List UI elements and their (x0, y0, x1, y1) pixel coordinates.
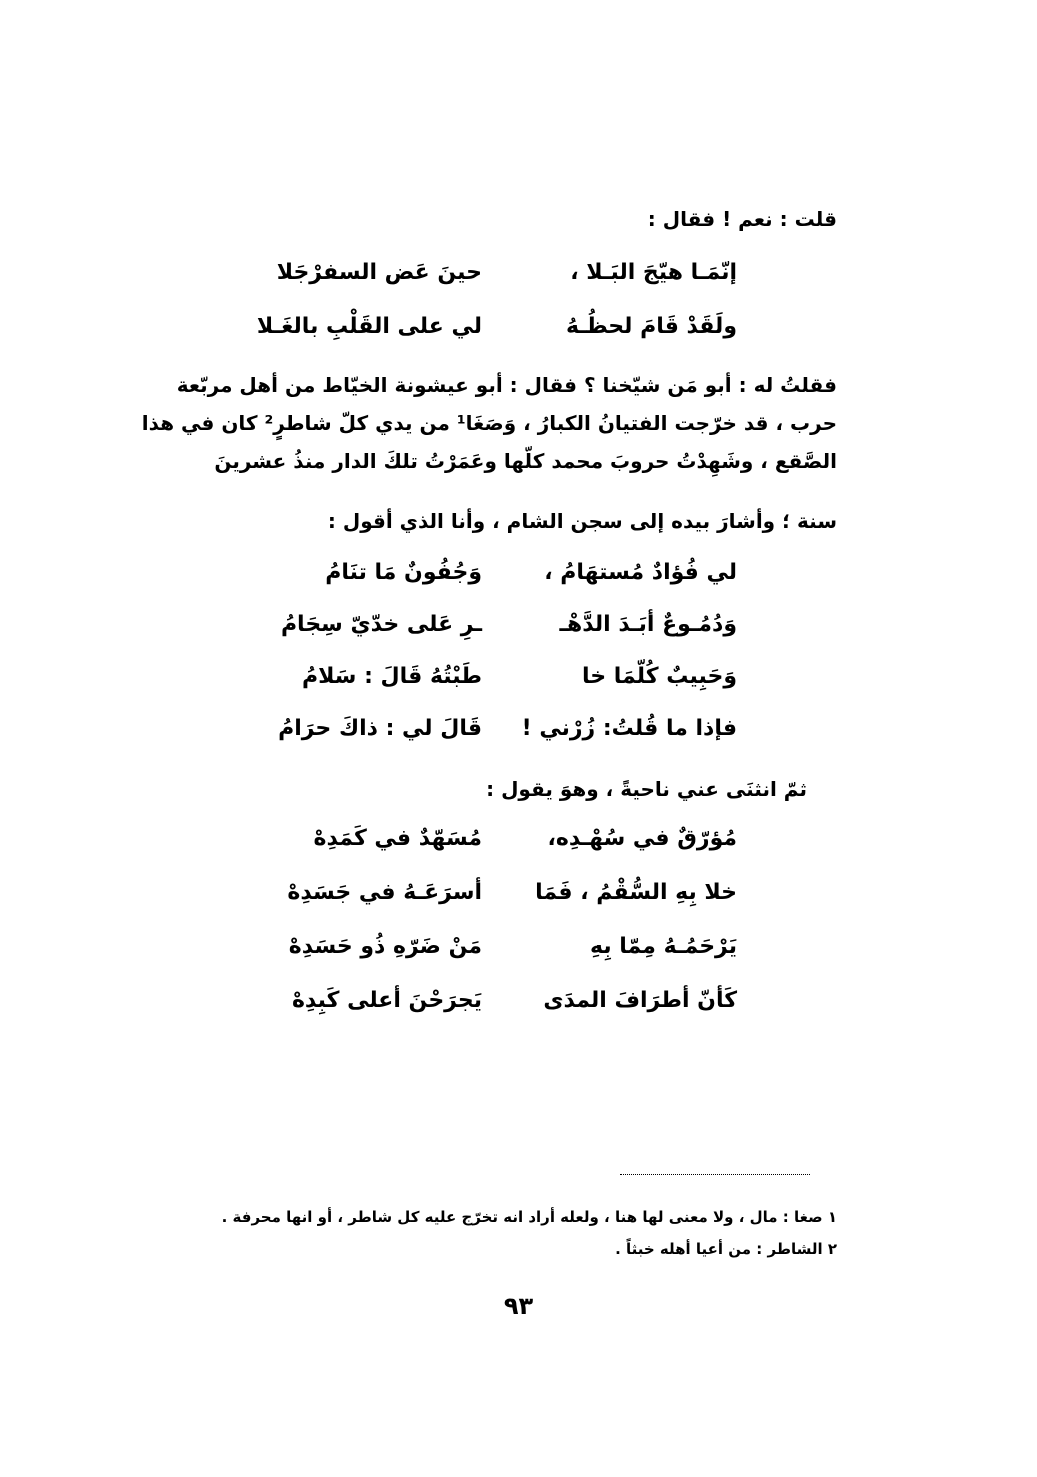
footnote: ٢ الشاطر : من أعيا أهله خبثاً . (615, 1240, 837, 1258)
verse-line (0, 252, 1037, 302)
verse-second-hemistich: لي على القَلْبِ بالغَـلا (256, 314, 482, 339)
verse-line (0, 604, 1037, 654)
verse-second-hemistich: مَنْ ضَرّهِ ذُو حَسَدِهْ (288, 934, 482, 959)
verse-first-hemistich: وَدُمُـوعٌ أبَـدَ الدَّهْـ (559, 612, 737, 637)
footnote: ١ صغا : مال ، ولا معنى لها هنا ، ولعله أراد انه تخرّج عليه كل شاطر ، أو انها محرفة . (221, 1208, 837, 1226)
verse-line (0, 708, 1037, 758)
paragraph-line: الصَّقع ، وشَهِدْتُ حروبَ محمد كلّها وعَمَرْتُ تلكَ الدار منذُ عشرينَ (214, 449, 837, 473)
verse-line (0, 980, 1037, 1030)
intro-line: قلت : نعم ! فقال : (647, 207, 837, 231)
page-number: ٩٣ (503, 1292, 534, 1320)
verse-line (0, 656, 1037, 706)
verse-second-hemistich: مُسَهّدٌ في كَمَدِهْ (313, 826, 482, 851)
verse-line (0, 818, 1037, 868)
verse-first-hemistich: كَأنّ أطرَافَ المدَى (543, 988, 737, 1013)
verse-line (0, 306, 1037, 356)
verse-line (0, 552, 1037, 602)
verse-second-hemistich: ـرِ عَلى خدّيّ سِجَامُ (280, 612, 482, 637)
paragraph-line: حرب ، قد خرّجت الفتيانُ الكبارُ ، وَصَغَا¹ من يدي كلّ شاطرٍ² كان في هذا (141, 411, 837, 435)
verse-first-hemistich: يَرْحَمُـهُ مِمّا بِهِ (590, 934, 737, 959)
verse-second-hemistich: أسرَعَـهُ في جَسَدِهْ (287, 880, 482, 905)
paragraph-line: سنة ؛ وأشارَ بيده إلى سجن الشام ، وأنا الذي أقول : (327, 509, 837, 533)
transition-line: ثمّ انثنَى عني ناحيةً ، وهوَ يقول : (486, 777, 807, 801)
verse-first-hemistich: فإذا ما قُلتُ: زُرْني ! (521, 716, 737, 741)
verse-first-hemistich: مُؤرّقٌ في سُهْـدِه، (547, 826, 737, 851)
verse-first-hemistich: لي فُؤادٌ مُستهَامُ ، (544, 560, 737, 585)
footnote-separator (620, 1174, 810, 1175)
paragraph-line: فقلتُ له : أبو مَن شيّخنا ؟ فقال : أبو عيشونة الخيّاط من أهل مربّعة (176, 373, 837, 397)
verse-second-hemistich: يَجرَحْنَ أعلى كَبِدِهْ (291, 988, 482, 1013)
verse-line (0, 872, 1037, 922)
verse-first-hemistich: وَحَبِيبٌ كُلّمَا خا (582, 664, 737, 689)
verse-second-hemistich: قَالَ لي : ذاكَ حرَامُ (278, 716, 482, 741)
verse-line (0, 926, 1037, 976)
verse-first-hemistich: خلا بِهِ السُّقْمُ ، فَمَا (535, 880, 737, 905)
verse-second-hemistich: طَبْتُهُ قَالَ : سَلامُ (301, 664, 482, 689)
verse-second-hemistich: وَجُفُونٌ مَا تنَامُ (325, 560, 482, 585)
verse-first-hemistich: إنّمَـا هيّجَ البَـلا ، (570, 260, 737, 285)
verse-second-hemistich: حينَ عَض السفرْجَلا (276, 260, 482, 285)
verse-first-hemistich: ولَقَدْ قَامَ لحظُـهُ (566, 314, 737, 339)
